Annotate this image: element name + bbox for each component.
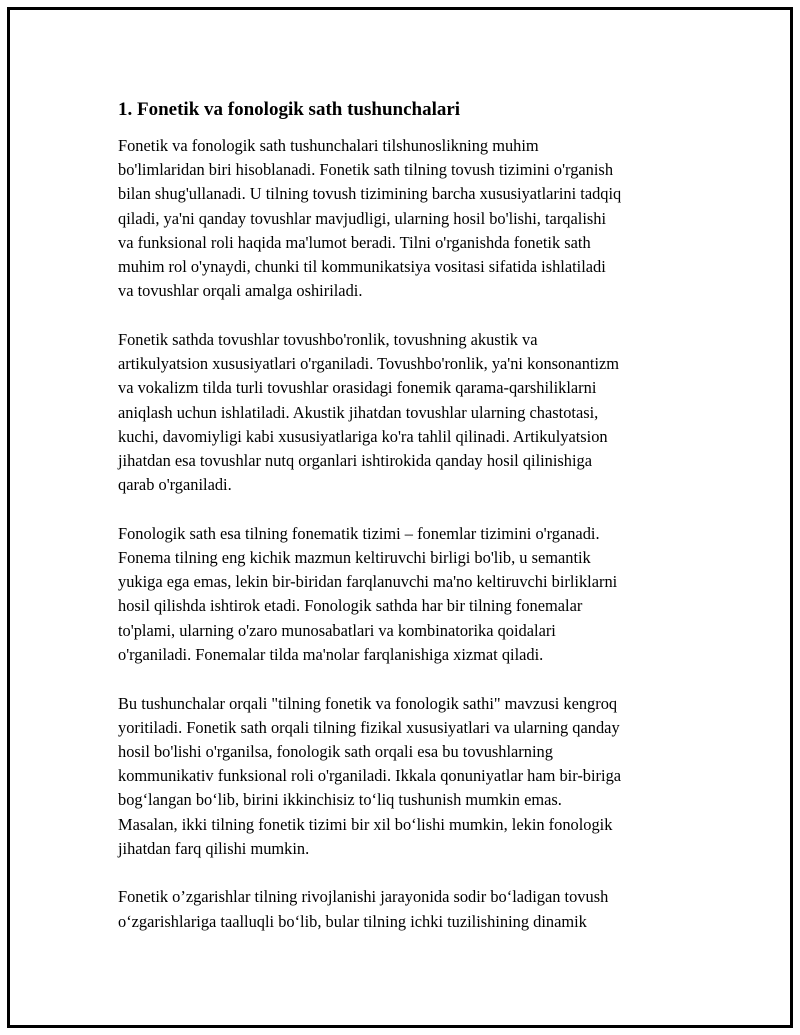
text-line: bilan shug'ullanadi. U tilning tovush tizimining barcha xususiyatlarini tadqiq	[118, 184, 622, 204]
paragraph	[118, 522, 688, 667]
text-line: bo'limlaridan biri hisoblanadi. Fonetik sath tilning tovush tizimini o'rganish	[118, 160, 614, 180]
text-line: qiladi, ya'ni qanday tovushlar mavjudligi, ularning hosil bo'lishi, tarqalishi	[118, 208, 606, 228]
text-line: Fonetik va fonologik sath tushunchalari tilshunoslikning muhim	[118, 136, 539, 155]
paragraph	[118, 134, 688, 303]
paragraph	[118, 328, 688, 497]
text-line: Fonetik sathda tovushlar tovushbo'ronlik, tovushning akustik va	[118, 329, 538, 349]
text-line: Fonologik sath esa tilning fonematik tizimi – fonemlar tizimini o'rganadi.	[118, 523, 600, 543]
text-line: va funksional roli haqida ma'lumot beradi. Tilni o'rganishda fonetik sath	[118, 232, 591, 252]
text-line: artikulyatsion xususiyatlari o'rganiladi. Tovushbo'ronlik, ya'ni konsonantizm	[118, 354, 620, 374]
text-line: Fonema tilning eng kichik mazmun keltiruvchi birligi bo'lib, u semantik	[118, 548, 591, 568]
text-line: yoritiladi. Fonetik sath orqali tilning fizikal xususiyatlari va ularning qanday	[118, 717, 620, 737]
text-line: Bu tushunchalar orqali "tilning fonetik va fonologik sathi" mavzusi kengroq	[118, 693, 618, 713]
text-line: hosil qilishda ishtirok etadi. Fonologik sathda har bir tilning fonemalar	[118, 596, 583, 616]
document-heading: 1. Fonetik va fonologik sath tushunchalari	[118, 99, 461, 120]
text-line: o‘zgarishlariga taalluqli bo‘lib, bular tilning ichki tuzilishining dinamik	[118, 911, 587, 931]
document-body	[118, 98, 688, 958]
text-line: va vokalizm tilda turli tovushlar orasidagi fonemik qarama-qarshiliklarni	[118, 378, 597, 398]
text-line: Fonetik o’zgarishlar tilning rivojlanishi jarayonida sodir bo‘ladigan tovush	[118, 887, 609, 907]
text-line: jihatdan esa tovushlar nutq organlari ishtirokida qanday hosil qilinishiga	[118, 450, 593, 470]
text-line: jihatdan farq qilishi mumkin.	[118, 838, 310, 858]
text-line: va tovushlar orqali amalga oshiriladi.	[118, 281, 363, 301]
paragraph	[118, 692, 688, 861]
text-line: kuchi, davomiyligi kabi xususiyatlariga ko'ra tahlil qilinadi. Artikulyatsion	[118, 426, 608, 446]
text-line: yukiga ega emas, lekin bir-biridan farqlanuvchi ma'no keltiruvchi birliklarni	[118, 572, 618, 592]
text-line: Masalan, ikki tilning fonetik tizimi bir xil bo‘lishi mumkin, lekin fonologik	[118, 814, 613, 834]
text-line: o'rganiladi. Fonemalar tilda ma'nolar farqlanishiga xizmat qiladi.	[118, 644, 544, 664]
text-line: to'plami, ularning o'zaro munosabatlari va kombinatorika qoidalari	[118, 620, 556, 640]
text-line: muhim rol o'ynaydi, chunki til kommunikatsiya vositasi sifatida ishlatiladi	[118, 257, 606, 277]
paragraph	[118, 885, 688, 933]
text-line: hosil bo'lishi o'rganilsa, fonologik sath orqali esa bu tovushlarning	[118, 741, 553, 761]
text-line: aniqlash uchun ishlatiladi. Akustik jihatdan tovushlar ularning chastotasi,	[118, 402, 599, 422]
text-line: bog‘langan bo‘lib, birini ikkinchisiz to‘liq tushunish mumkin emas.	[118, 790, 562, 810]
page-frame	[7, 7, 793, 1028]
text-line: kommunikativ funksional roli o'rganiladi. Ikkala qonuniyatlar ham bir-biriga	[118, 766, 622, 786]
text-line: qarab o'rganiladi.	[118, 475, 232, 495]
paragraph-list	[118, 134, 688, 934]
